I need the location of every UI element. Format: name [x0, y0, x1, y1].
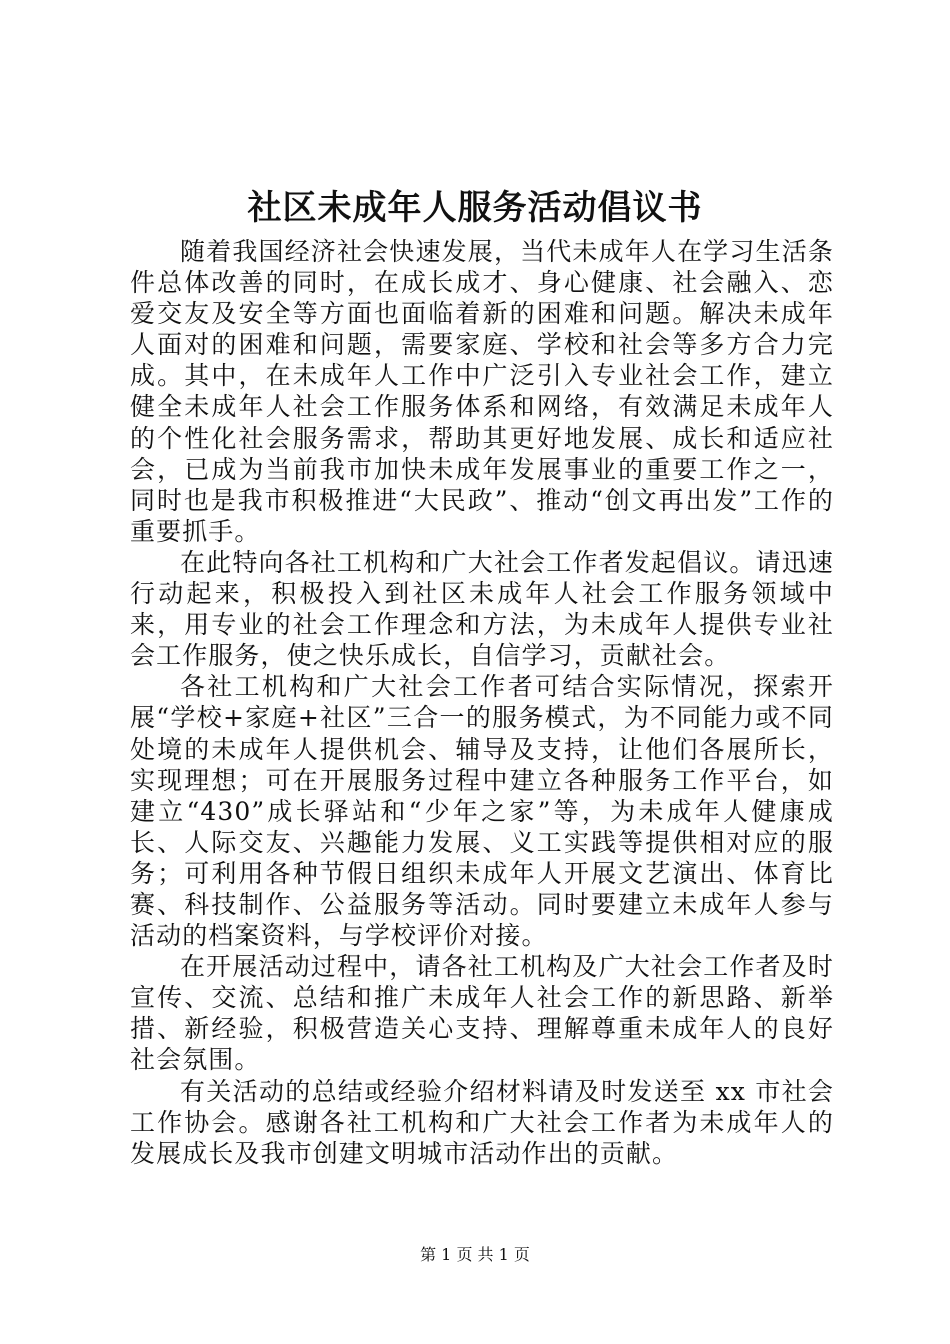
paragraph-2: 在此特向各社工机构和广大社会工作者发起倡议。请迅速行动起来，积极投入到社区未成年人社会工作服务领域中来，用专业的社会工作理念和方法，为未成年人提供专业社会工作服务，使之快乐成长，自信学习，贡献社会。 — [130, 547, 834, 671]
paragraph-3: 各社工机构和广大社会工作者可结合实际情况，探索开展“学校+家庭+社区”三合一的服务模式，为不同能力或不同处境的未成年人提供机会、辅导及支持，让他们各展所长，实现理想；可在开展服务过程中建立各种服务工作平台，如建立“430”成长驿站和“少年之家”等，为未成年人健康成长、人际交友、兴趣能力发展、义工实践等提供相对应的服务；可利用各种节假日组织未成年人开展文艺演出、体育比赛、科技制作、公益服务等活动。同时要建立未成年人参与活动的档案资料，与学校评价对接。 — [130, 672, 834, 951]
paragraph-5: 有关活动的总结或经验介绍材料请及时发送至 xx 市社会工作协会。感谢各社工机构和广大社会工作者为未成年人的发展成长及我市创建文明城市活动作出的贡献。 — [130, 1076, 834, 1168]
paragraph-4: 在开展活动过程中，请各社工机构及广大社会工作者及时宣传、交流、总结和推广未成年人社会工作的新思路、新举措、新经验，积极营造关心支持、理解尊重未成年人的良好社会氛围。 — [130, 952, 834, 1075]
paragraph-1: 随着我国经济社会快速发展，当代未成年人在学习生活条件总体改善的同时，在成长成才、身心健康、社会融入、恋爱交友及安全等方面也面临着新的困难和问题。解决未成年人面对的困难和问题，需要家庭、学校和社会等多方合力完成。其中，在未成年人工作中广泛引入专业社会工作，建立健全未成年人社会工作服务体系和网络，有效满足未成年人的个性化社会服务需求，帮助其更好地发展、成长和适应社会，已成为当前我市加快未成年发展事业的重要工作之一，同时也是我市积极推进“大民政”、推动“创文再出发”工作的重要抓手。 — [130, 237, 834, 546]
document-body — [130, 236, 834, 1169]
page-footer: 第 1 页 共 1 页 — [420, 1245, 530, 1264]
document-title: 社区未成年人服务活动倡议书 — [247, 188, 703, 228]
